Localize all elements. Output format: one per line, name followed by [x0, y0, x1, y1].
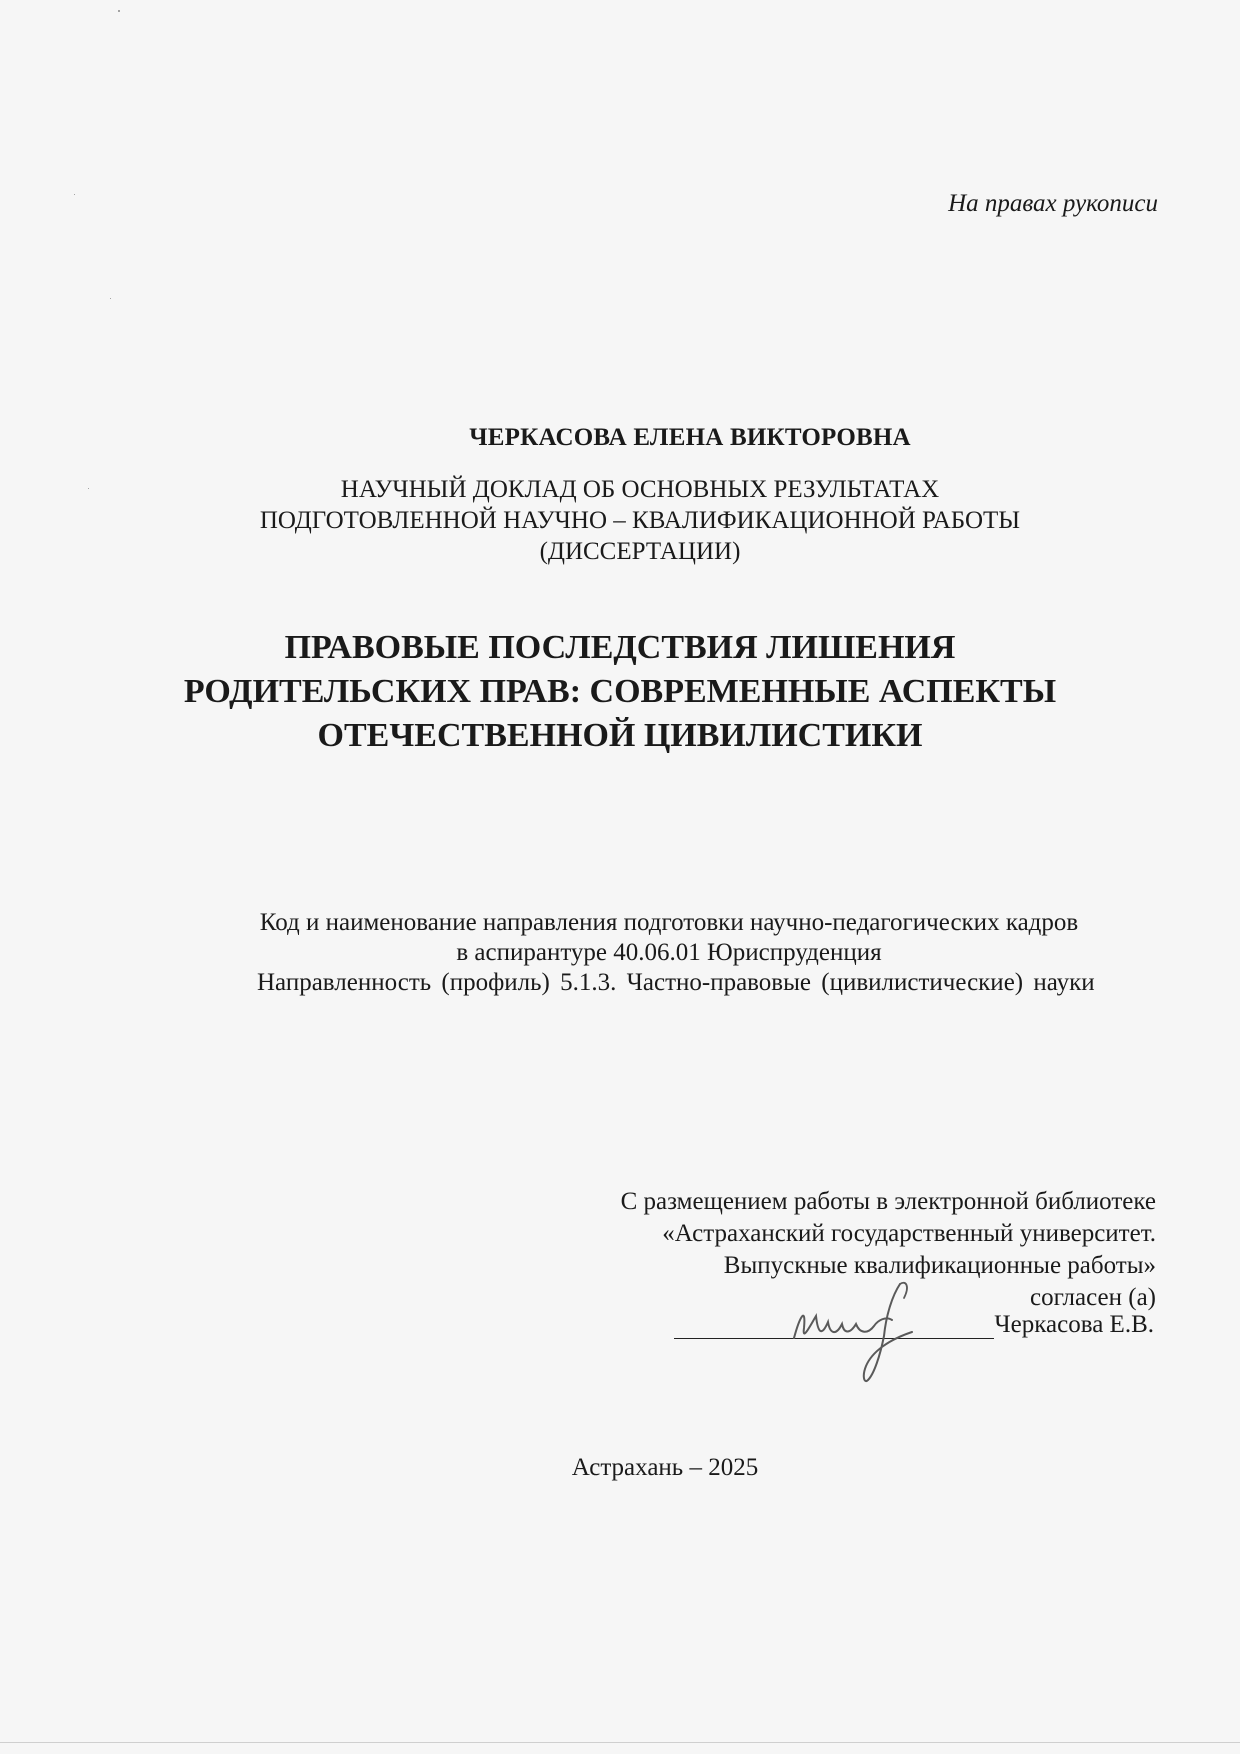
- report-type: [170, 474, 1110, 567]
- title-line: РОДИТЕЛЬСКИХ ПРАВ: СОВРЕМЕННЫЕ АСПЕКТЫ: [183, 673, 1057, 710]
- scan-speck: [110, 298, 111, 299]
- signatory-name: Черкасова Е.В.: [994, 1311, 1154, 1338]
- city-year: Астрахань – 2025: [571, 1454, 759, 1481]
- report-type-line: (ДИССЕРТАЦИИ): [539, 538, 741, 565]
- title-line: ОТЕЧЕСТВЕННОЙ ЦИВИЛИСТИКИ: [317, 717, 923, 754]
- signature-line: [674, 1312, 994, 1339]
- scan-speck: [74, 194, 75, 195]
- dissertation-title: [130, 626, 1110, 758]
- consent-line: согласен (а): [1029, 1284, 1156, 1311]
- report-type-line: ПОДГОТОВЛЕННОЙ НАУЧНО – КВАЛИФИКАЦИОННОЙ РАБОТЫ: [259, 507, 1021, 534]
- manuscript-note: На правах рукописи: [948, 190, 1158, 217]
- program-line: Код и наименование направления подготовки научно-педагогических кадров: [259, 909, 1079, 936]
- title-line: ПРАВОВЫЕ ПОСЛЕДСТВИЯ ЛИШЕНИЯ: [284, 629, 956, 666]
- program-block: [183, 908, 1155, 998]
- scan-speck: [88, 488, 89, 489]
- author-name: ЧЕРКАСОВА ЕЛЕНА ВИКТОРОВНА: [469, 424, 911, 451]
- consent-line: «Астраханский государственный университет.: [662, 1220, 1156, 1247]
- handwritten-signature: [782, 1276, 942, 1386]
- report-type-line: НАУЧНЫЙ ДОКЛАД ОБ ОСНОВНЫХ РЕЗУЛЬТАТАХ: [340, 476, 940, 503]
- consent-line: С размещением работы в электронной библиотеке: [620, 1188, 1156, 1215]
- scan-edge: [0, 1742, 1240, 1743]
- profile-text: Направленность (профиль) 5.1.3. Частно-правовые (цивилистические) науки: [257, 969, 1095, 996]
- signature-row: [674, 1311, 1154, 1339]
- program-line: в аспирантуре 40.06.01 Юриспруденция: [456, 939, 882, 966]
- consent-line: Выпускные квалификационные работы»: [723, 1252, 1156, 1279]
- scan-speck: [118, 10, 120, 12]
